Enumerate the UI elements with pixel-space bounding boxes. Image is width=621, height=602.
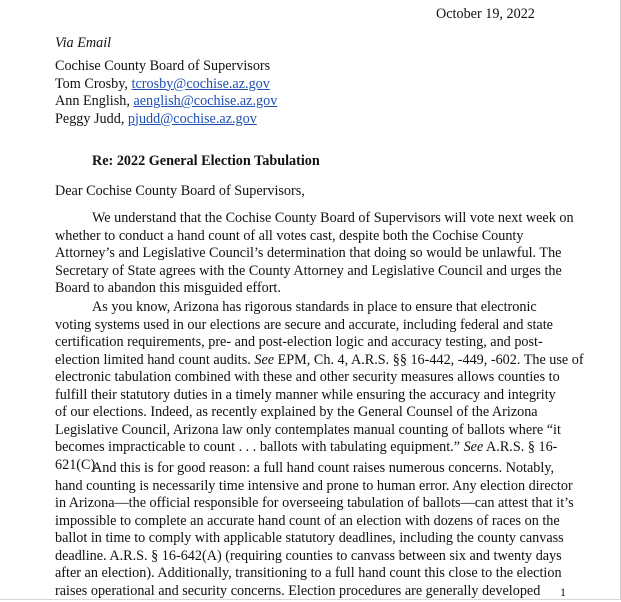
addressee-block: [55, 58, 277, 128]
paragraph-line: impossible to complete an accurate hand count of an election with dozens of races on the: [55, 512, 560, 529]
paragraph-line: Secretary of State agrees with the County Attorney and Legislative Council and urges the: [55, 262, 562, 279]
paragraph-3: [55, 460, 574, 600]
paragraph-line: after an election). Additionally, transitioning to a full hand count this close to the election: [55, 565, 562, 581]
line-text: A.R.S. § 16-: [483, 439, 558, 455]
paragraph-line: raises operational and security concerns. Election procedures are generally developed: [55, 582, 541, 599]
paragraph-line: 621(C).: [55, 456, 99, 473]
line-text: EPM, Ch. 4, A.R.S. §§ 16-442, -449, -602. The use of: [274, 351, 584, 368]
addressee-line: [55, 111, 277, 129]
addressee-line: [55, 93, 277, 111]
paragraph-line: hand counting is necessarily time intensive and prone to human error. Any election director: [55, 477, 573, 494]
paragraph-line: voting systems used in our elections are secure and accurate, including federal and state: [55, 316, 553, 333]
addressee-name: Peggy Judd,: [55, 110, 128, 127]
paragraph-line: of our elections. Indeed, as recently explained by the General Counsel of the Arizona: [55, 404, 538, 420]
delivery-method: Via Email: [55, 35, 112, 51]
email-link[interactable]: pjudd@cochise.az.gov: [127, 110, 257, 127]
addressee-name: Tom Crosby,: [55, 75, 132, 92]
citation-signal: See: [463, 439, 484, 455]
paragraph-line: fulfill their statutory duties in a timely manner while ensuring the accuracy and integrity: [55, 386, 556, 403]
paragraph-line: certification requirements, pre- and post-election logic and accuracy testing, and post-: [55, 334, 543, 350]
citation-signal: See: [254, 351, 275, 368]
salutation: Dear Cochise County Board of Supervisors,: [55, 183, 305, 199]
paragraph-line: whether to conduct a hand count of all votes cast, despite both the Cochise County: [55, 227, 524, 244]
paragraph-line: deadline. A.R.S. § 16-642(A) (requiring counties to canvass between six and twenty days: [55, 547, 562, 564]
line-text: becomes impracticable to count . . . ballots with tabulating equipment.”: [55, 439, 464, 455]
addressee-line: [55, 76, 277, 94]
line-text: election limited hand count audits.: [55, 351, 255, 368]
subject-line: Re: 2022 General Election Tabulation: [92, 153, 320, 169]
paragraph-line: Legislative Council, Arizona law only contemplates manual counting of ballots where “it: [55, 421, 561, 438]
page-number: 1: [560, 585, 566, 599]
paragraph-line: We understand that the Cochise County Board of Supervisors will vote next week on: [92, 210, 574, 226]
paragraph-1: [55, 210, 574, 298]
paragraph-line: [55, 351, 584, 370]
paragraph-line: Board to abandon this misguided effort.: [55, 280, 281, 296]
email-link[interactable]: tcrosby@cochise.az.gov: [131, 75, 270, 92]
paragraph-line: electronic tabulation combined with these and other security measures allows counties to: [55, 369, 560, 385]
paragraph-line: [55, 439, 561, 457]
paragraph-2: [55, 299, 584, 474]
paragraph-line: ballot in time to comply with applicable statutory deadlines, including the county canvass: [55, 530, 564, 546]
letter-date: October 19, 2022: [436, 6, 535, 22]
paragraph-line: As you know, Arizona has rigorous standards in place to ensure that electronic: [92, 299, 537, 315]
addressee-name: Ann English,: [55, 93, 134, 109]
addressee-org: Cochise County Board of Supervisors: [55, 58, 271, 74]
paragraph-line: And this is for good reason: a full hand count raises numerous concerns. Notably,: [92, 460, 555, 476]
email-link[interactable]: aenglish@cochise.az.gov: [133, 93, 278, 109]
paragraph-line: in Arizona—the official responsible for overseeing tabulation of ballots—can attest that it’s: [55, 495, 574, 511]
paragraph-line: Attorney’s and Legislative Council’s determination that doing so would be unlawful. The: [55, 245, 562, 261]
